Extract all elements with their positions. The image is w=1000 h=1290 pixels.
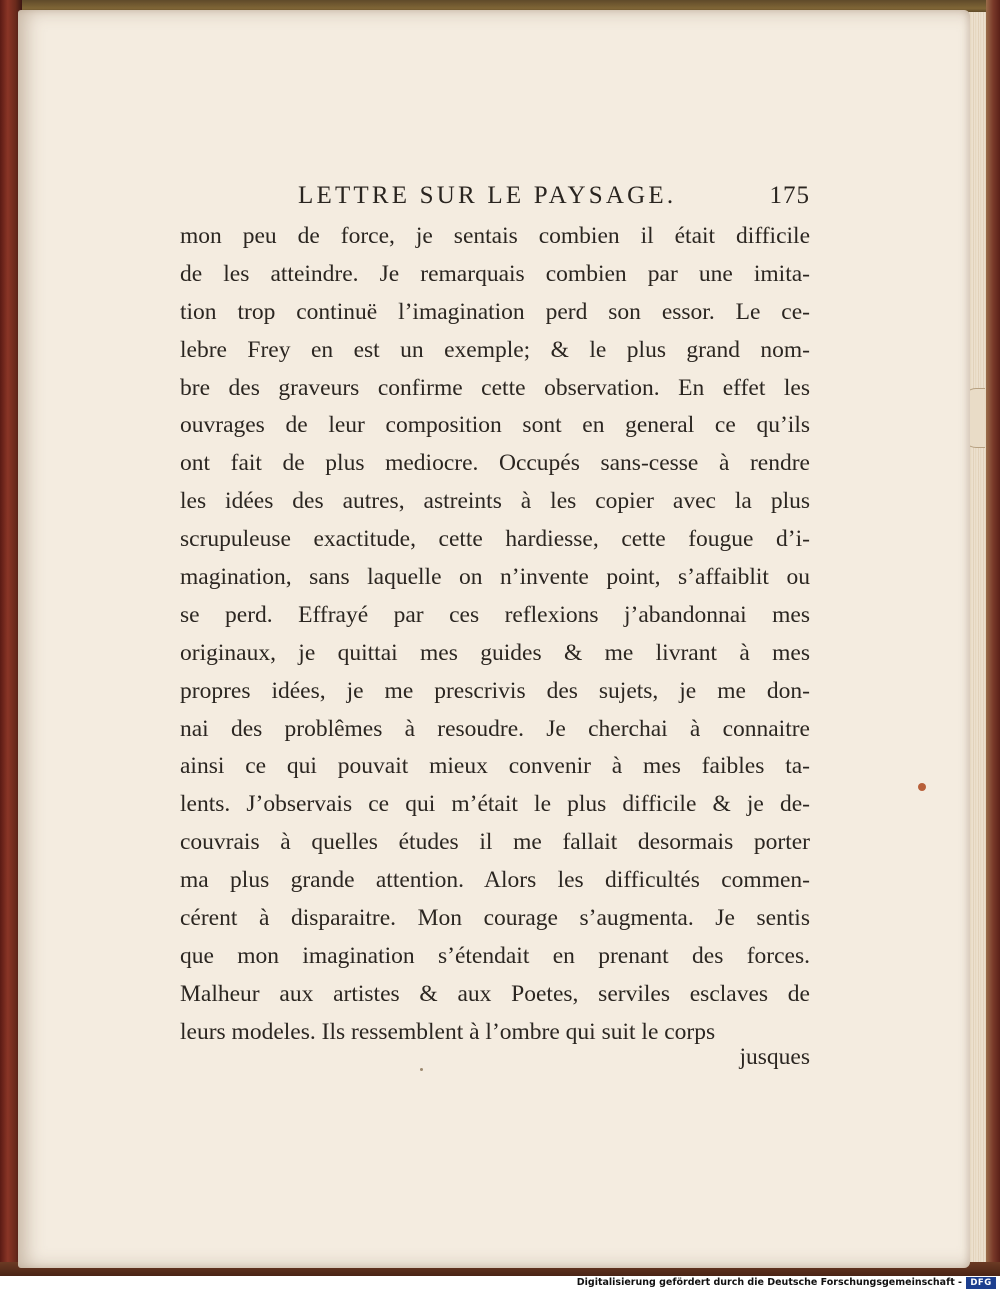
- text-line: tion trop continuë l’imagination perd son essor. Le ce-: [180, 298, 810, 325]
- text-line: magination, sans laquelle on n’invente point, s’affaiblit ou: [180, 564, 810, 591]
- text-line: ainsi ce qui pouvait mieux convenir à mes faibles ta-: [180, 753, 810, 780]
- book-cover-right-edge: [986, 0, 1000, 1275]
- text-line: Malheur aux artistes & aux Poetes, serviles esclaves de: [180, 980, 810, 1007]
- text-line: que mon imagination s’étendait en prenant des forces.: [180, 942, 810, 969]
- text-line: originaux, je quittai mes guides & me livrant à mes: [180, 639, 810, 666]
- text-line: ont fait de plus mediocre. Occupés sans-cesse à rendre: [180, 450, 810, 477]
- text-line: lents. J’observais ce qui m’était le plus difficile & je de-: [180, 791, 810, 818]
- running-head: [298, 182, 818, 216]
- text-line: de les atteindre. Je remarquais combien par une imita-: [180, 260, 810, 287]
- text-line: couvrais à quelles études il me fallait desormais porter: [180, 829, 810, 856]
- digitization-credit: Digitalisierung gefördert durch die Deutsche Forschungsgemeinschaft -: [576, 1277, 962, 1288]
- page-number: 175: [769, 182, 810, 209]
- text-line: mon peu de force, je sentais combien il était difficile: [180, 223, 810, 249]
- text-line: cérent à disparaitre. Mon courage s’augmenta. Je sentis: [180, 905, 810, 932]
- running-head-title: LETTRE SUR LE PAYSAGE.: [298, 182, 677, 209]
- body-text: [180, 218, 810, 1052]
- text-line: les idées des autres, astreints à les copier avec la plus: [180, 488, 810, 515]
- catchword: jusques: [739, 1044, 810, 1070]
- text-line: leurs modeles. Ils ressemblent à l’ombre qui suit le corps: [180, 1018, 716, 1045]
- text-line: bre des graveurs confirme cette observation. En effet les: [180, 374, 810, 401]
- text-line: propres idées, je me prescrivis des sujets, je me don-: [180, 677, 810, 704]
- text-line: ouvrages de leur composition sont en general ce qu’ils: [180, 412, 810, 439]
- foxing-spot: [918, 783, 926, 791]
- footer-bar: [0, 1276, 1000, 1290]
- text-line: ma plus grande attention. Alors les difficultés commen-: [180, 867, 810, 894]
- text-line: scrupuleuse exactitude, cette hardiesse, cette fougue d’i-: [180, 526, 810, 553]
- book-page: [18, 10, 970, 1268]
- dfg-logo: DFG: [966, 1277, 996, 1289]
- foxing-spot-small: [420, 1068, 423, 1071]
- text-line: nai des problêmes à resoudre. Je cherchai à connaitre: [180, 715, 810, 742]
- text-line: se perd. Effrayé par ces reflexions j’abandonnai mes: [180, 601, 810, 628]
- text-line: lebre Frey en est un exemple; & le plus grand nom-: [180, 336, 810, 363]
